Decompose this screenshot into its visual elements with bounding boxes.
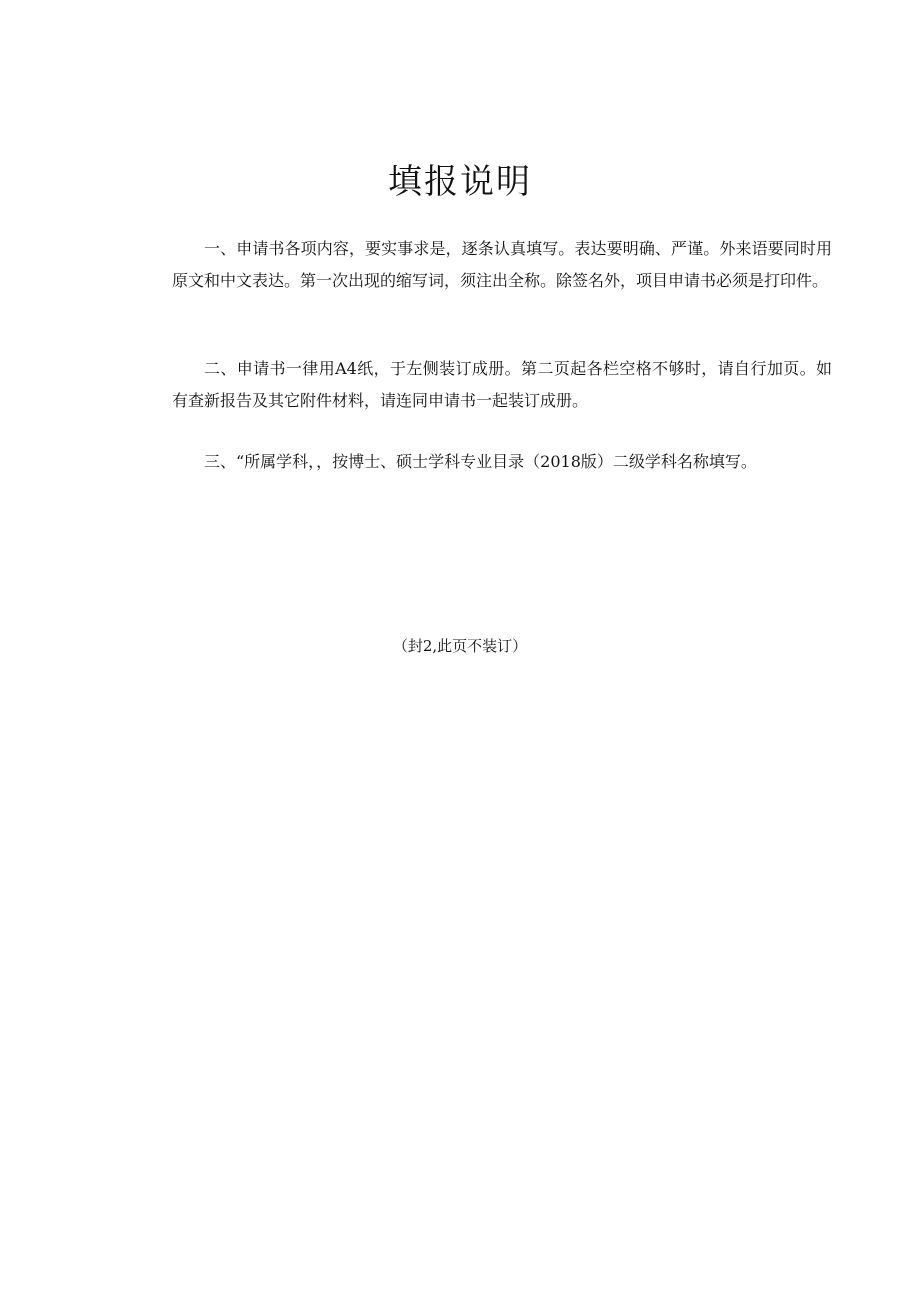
page-title: 填报说明 bbox=[388, 162, 532, 202]
instruction-paragraph-3: 三、“所属学科，，按博士、硕士学科专业目录（2018版）二级学科名称填写。 bbox=[204, 452, 757, 471]
instruction-paragraph-1: 一、申请书各项内容，要实事求是，逐条认真填写。表达要明确、严谨。外来语要同时用原文和中文表达。第一次出现的缩写词，须注出全称。除签名外，项目申请书必须是打印件。 bbox=[172, 239, 832, 290]
footer-note: （封2,此页不装订） bbox=[392, 637, 528, 655]
instruction-paragraph-2: 二、申请书一律用A4纸，于左侧装订成册。第二页起各栏空格不够时，请自行加页。如有查新报告及其它附件材料，请连同申请书一起装订成册。 bbox=[172, 359, 832, 410]
